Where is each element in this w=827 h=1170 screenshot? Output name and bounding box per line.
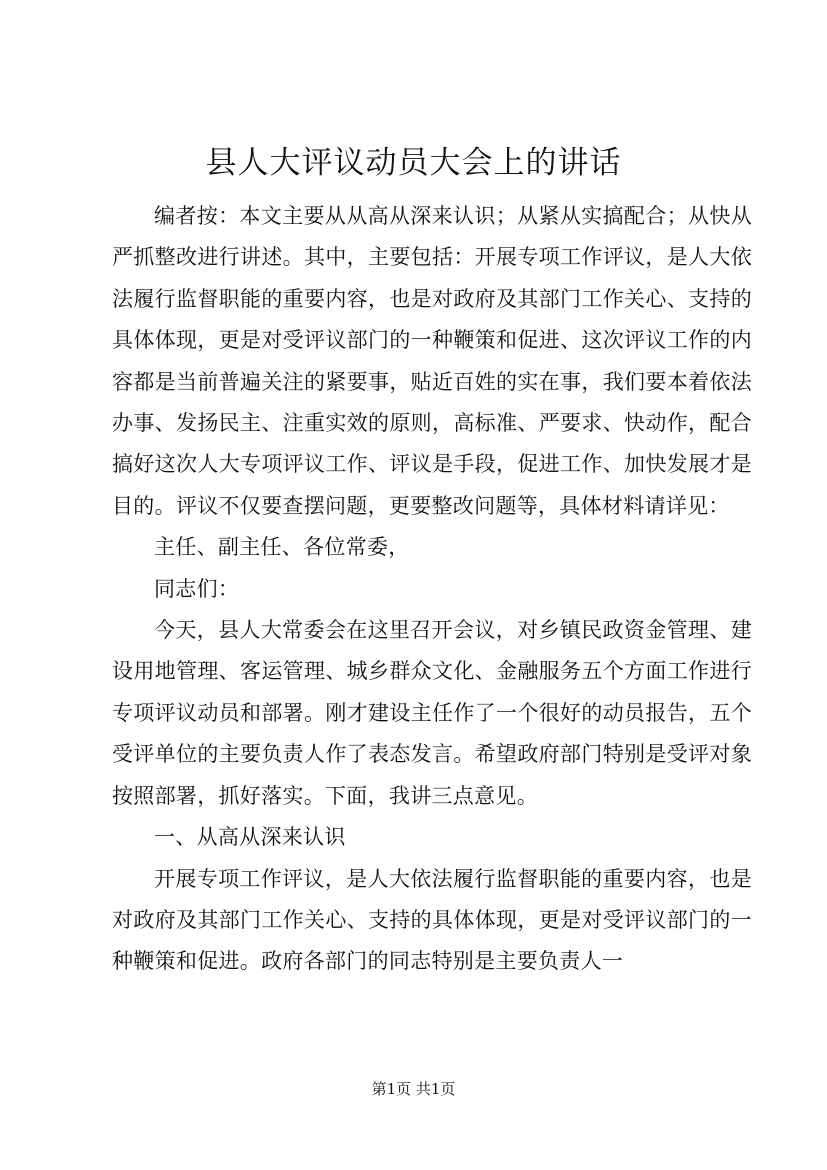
salutation-comrades-paragraph: 同志们： [154, 576, 240, 601]
document-title: 县人大评议动员大会上的讲话 [205, 145, 622, 181]
page-footer: 第1页 共1页 [371, 1080, 456, 1098]
body-paragraph: 开展专项工作评议，是人大依法履行监督职能的重要内容，也是对政府及其部门工作关心、支持的具体体现，更是对受评议部门的一种鞭策和促进。政府各部门的同志特别是主要负责人一 [112, 866, 752, 974]
document-body [112, 196, 752, 983]
section-heading: 一、从高从深来认识 [154, 825, 346, 850]
editor-note-paragraph: 编者按：本文主要从从高从深来认识；从紧从实搞配合；从快从严抓整改进行讲述。其中，主要包括：开展专项工作评议，是人大依法履行监督职能的重要内容，也是对政府及其部门工作关心、支持的具体体现，更是对受评议部门的一种鞭策和促进、这次评议工作的内容都是当前普遍关注的紧要事，贴近百姓的实在事，我们要本着依法办事、发扬民主、注重实效的原则，高标准、严要求、快动作，配合搞好这次人大专项评议工作、评议是手段，促进工作、加快发展才是目的。评议不仅要查摆问题，更要整改问题等，具体材料请详见： [112, 204, 752, 518]
salutation-paragraph: 主任、副主任、各位常委， [154, 535, 410, 560]
body-paragraph: 今天，县人大常委会在这里召开会议，对乡镇民政资金管理、建设用地管理、客运管理、城乡群众文化、金融服务五个方面工作进行专项评议动员和部署。刚才建设主任作了一个很好的动员报告，五个受评单位的主要负责人作了表态发言。希望政府部门特别是受评对象按照部署，抓好落实。下面，我讲三点意见。 [112, 618, 752, 808]
